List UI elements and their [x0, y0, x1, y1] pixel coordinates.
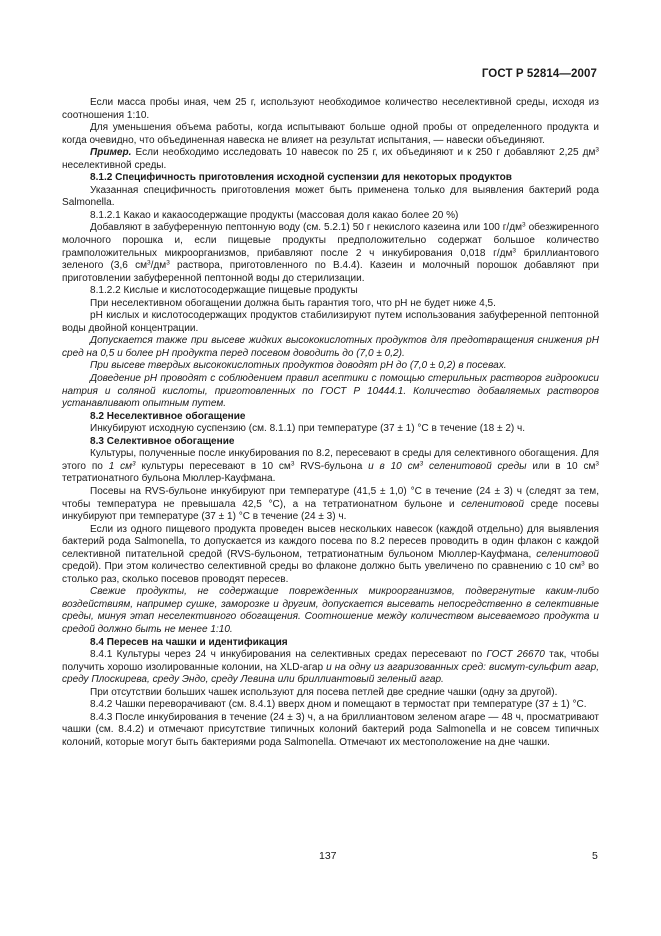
- paragraph-example: Пример. Если необходимо исследовать 10 навесок по 25 г, их объединяют и к 250 г добавляют 2,25 $дм^3$ неселективной среды.: [62, 146, 599, 171]
- paragraph: Инкубируют исходную суспензию (см. 8.1.1) при температуре (37 ± 1) °С в течение (18 ± 2) ч.: [90, 423, 526, 435]
- document-body: [62, 97, 599, 749]
- paragraph: Культуры, полученные после инкубирования по 8.2, пересевают в среды для селективного обогащения. Для этого по 1 $см^3$ культуры пересевают в 10 $см^3$ RVS-бульона и в 10 $см^3$ селенитовой среды или в 10 $см^3$ тетратионатного бульона Мюллер-Кауфмана.: [62, 448, 599, 485]
- section-heading: 8.1.2 Специфичность приготовления исходной суспензии для некоторых продуктов: [90, 172, 512, 184]
- paragraph-italic: Доведение pH проводят с соблюдением правил асептики с помощью стерильных растворов гидроокиси натрия и соляной кислоты, приготовленных по ГОСТ Р 10444.1. Количество добавляемых растворов устанавливают опытным путем.: [62, 373, 599, 410]
- paragraph: Указанная специфичность приготовления может быть применена только для выявления бактерий рода Salmonella.: [62, 184, 599, 209]
- paragraph: 8.4.3 После инкубирования в течение (24 ± 3) ч, а на бриллиантовом зеленом агаре — 48 ч, просматривают чашки (см. 8.4.2) и отмечают присутствие типичных колоний бактерий рода Salmonella и не совсем типичных колоний, которые могут быть бактериями рода Salmonella. Отмечают их местоположение на дне чашки.: [62, 711, 599, 748]
- sheet-number: 5: [592, 850, 598, 862]
- document-header: ГОСТ Р 52814—2007: [481, 68, 597, 80]
- paragraph: Для уменьшения объема работы, когда испытывают больше одной пробы от определенного продукта и когда очевидно, что объединенная навеска не влияет на результат испытания, — навески объединяют.: [62, 122, 599, 146]
- paragraph: Посевы на RVS-бульоне инкубируют при температуре (41,5 ± 1,0) °С в течение (24 ± 3) ч (следят за тем, чтобы температура не превышала 42,5 °С), а на тетратионатном бульоне и селенитовой среде посевы инкубируют при температуре (37 ± 1) °С в течение (24 ± 3) ч.: [62, 485, 599, 523]
- section-heading: 8.3 Селективное обогащение: [90, 435, 235, 447]
- page-number: 137: [319, 850, 337, 862]
- section-heading: 8.4 Пересев на чашки и идентификация: [90, 636, 288, 648]
- paragraph: Если из одного пищевого продукта проведен высев нескольких навесок (каждой отдельно) для выявления бактерий рода Salmonella, то допускается из каждого посева по 8.2 пересев проводить в один флакон с каждой селективной питательной средой (RVS-бульоном, тетратионатным бульоном Мюллер-Кауфмана, селенитовой средой). При этом количество селективной среды во флаконе должно быть увеличено по сравнению с 10 $см^3$ во столько раз, сколько посевов проводят пересев.: [62, 523, 599, 585]
- paragraph: Если масса пробы иная, чем 25 г, используют необходимое количество неселективной среды, исходя из соотношения 1:10.: [62, 97, 599, 121]
- paragraph: При неселективном обогащении должна быть гарантия того, что pH не будет ниже 4,5.: [90, 297, 496, 309]
- paragraph-italic: При высеве твердых высококислотных продуктов доводят pH до (7,0 ± 0,2) в посевах.: [90, 360, 507, 372]
- paragraph: Добавляют в забуференную пептонную воду (см. 5.2.1) 50 г некислого казеина или 100 $г/дм^3$ обезжиренного молочного порошка и, если пищевые продукты предположительно содержат большое количество грамположительных микроорганизмов, прибавляют после 2 ч инкубирования 0,018 $г/дм^3$ бриллиантового зеленого (3,6 $см^3/дм^3$ раствора, приготовленного по В.4.4). Казеин и молочный порошок добавляют при приготовлении забуференной пептонной воды до стерилизации.: [62, 221, 600, 284]
- paragraph: pH кислых и кислотосодержащих продуктов стабилизируют путем использования забуференной пептонной воды двойной концентрации.: [62, 310, 599, 334]
- paragraph: 8.1.2.1 Какао и какаосодержащие продукты (массовая доля какао более 20 %): [90, 209, 459, 221]
- paragraph: 8.1.2.2 Кислые и кислотосодержащие пищевые продукты: [90, 285, 358, 297]
- paragraph: При отсутствии больших чашек используют для посева петлей две средние чашки (одну за другой).: [90, 686, 558, 698]
- paragraph-italic: Допускается также при высеве жидких высококислотных продуктов для предотвращения снижения pH сред на 0,5 и более pH продукта перед посевом доводить до (7,0 ± 0,2).: [62, 335, 599, 359]
- paragraph: 8.4.1 Культуры через 24 ч инкубирования на селективных средах пересевают по ГОСТ 26670 так, чтобы получить хорошо изолированные колонии, на XLD-агар и на одну из агаризованных сред: висмут-сульфит агар, среду Плоскирева, среду Эндо, среду Левина или бриллиантовый зеленый агар.: [62, 649, 599, 686]
- paragraph: 8.4.2 Чашки переворачивают (см. 8.4.1) вверх дном и помещают в термостат при температуре (37 ± 1) °С.: [90, 699, 587, 711]
- section-heading: 8.2 Неселективное обогащение: [90, 410, 246, 422]
- paragraph-italic: Свежие продукты, не содержащие поврежденных микроорганизмов, подвергнутые каким-либо воздействиям, например сушке, заморозке и другим, допускается высевать непосредственно в селективные среды, минуя этап неселективного обогащения. Соотношение между количеством высеваемого продукта и средой должно быть не менее 1:10.: [62, 586, 599, 635]
- example-label: Пример.: [90, 147, 132, 159]
